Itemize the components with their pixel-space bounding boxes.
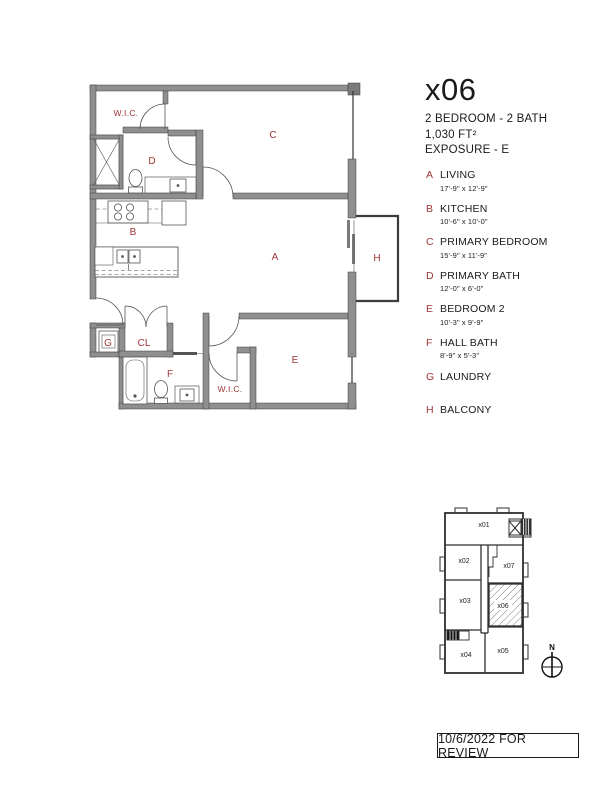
- legend-dims: 15'-9" x 11'-9": [440, 250, 488, 260]
- room-label-primary-bedroom: C: [269, 130, 277, 141]
- sink: [175, 386, 199, 403]
- keyplan-vestibule: [447, 631, 469, 640]
- legend-key: A: [426, 169, 434, 181]
- legend-dims: 17'-9" x 12'-9": [440, 183, 488, 193]
- keyplan-unit-x02: x02: [458, 558, 470, 565]
- review-stamp-text: 10/6/2022 FOR REVIEW: [438, 731, 527, 760]
- legend-name: LAUNDRY: [440, 370, 492, 383]
- legend-dims: 10'-6" x 10'-0": [440, 217, 488, 227]
- keyplan-unit-x01: x01: [478, 522, 490, 529]
- floor-plan-drawing: [75, 75, 415, 425]
- legend-item-primary-bedroom: [426, 236, 596, 270]
- room-label-wic-upper: W.I.C.: [113, 108, 139, 118]
- legend-key: B: [426, 202, 434, 215]
- review-stamp: [437, 733, 579, 758]
- north-label: N: [549, 643, 555, 652]
- legend-name: BALCONY: [440, 404, 492, 417]
- legend-key: E: [426, 303, 434, 316]
- legend-item-living: [426, 169, 596, 203]
- legend-key: H: [426, 404, 434, 417]
- room-label-hall-bath: F: [166, 369, 174, 380]
- legend-name: BEDROOM 2: [440, 303, 505, 316]
- legend-name: HALL BATH: [440, 336, 498, 349]
- legend-key: G: [426, 370, 435, 383]
- keyplan-unit-x05: x05: [497, 648, 509, 655]
- legend-item-laundry: [426, 371, 596, 405]
- legend-dims: 10'-3" x 9'-9": [440, 317, 484, 327]
- keyplan-unit-x03: x03: [459, 598, 471, 605]
- room-legend: [426, 169, 596, 438]
- legend-item-balcony: [426, 404, 596, 438]
- room-label-closet: CL: [137, 338, 151, 349]
- room-label-kitchen: B: [129, 227, 137, 238]
- room-label-wic-lower: W.I.C.: [217, 384, 243, 394]
- legend-dims: 12'-0" x 6'-0": [440, 284, 484, 294]
- vanity-sink: [145, 177, 196, 193]
- legend-name: LIVING: [440, 169, 476, 181]
- key-plan: [435, 505, 570, 690]
- keyplan-unit-x06: x06: [497, 603, 509, 610]
- toilet: [129, 170, 143, 194]
- keyplan-unit-x07: x07: [503, 563, 515, 570]
- room-label-laundry: G: [104, 338, 112, 349]
- legend-name: PRIMARY BEDROOM: [440, 236, 548, 249]
- bathtub: [123, 357, 147, 404]
- legend-key: F: [426, 336, 433, 349]
- legend-name: PRIMARY BATH: [440, 269, 521, 282]
- fridge: [162, 201, 186, 225]
- legend-item-kitchen: [426, 203, 596, 237]
- room-label-living: A: [271, 252, 279, 263]
- north-compass-icon: [542, 652, 562, 677]
- unit-number: x06: [425, 72, 477, 107]
- title-block: [425, 74, 547, 159]
- legend-key: D: [426, 269, 434, 282]
- spec-bed-bath: 2 BEDROOM - 2 BATH: [425, 113, 548, 125]
- room-label-balcony: H: [373, 253, 381, 264]
- legend-dims: 8'-9" x 5'-3": [440, 351, 480, 361]
- kitchen-island: [95, 247, 178, 277]
- keyplan-unit-x04: x04: [460, 652, 472, 659]
- fixtures: [90, 135, 199, 404]
- stove: [108, 201, 148, 223]
- toilet: [155, 381, 168, 404]
- legend-item-bedroom2: [426, 303, 596, 337]
- room-label-bedroom2: E: [291, 355, 299, 366]
- spec-exposure: EXPOSURE - E: [425, 144, 510, 156]
- legend-name: KITCHEN: [440, 202, 488, 215]
- legend-item-hall-bath: [426, 337, 596, 371]
- room-label-primary-bath: D: [148, 156, 156, 167]
- sliding-door: [347, 220, 355, 272]
- keyplan-core: [509, 519, 531, 537]
- spec-area: 1,030 FT²: [425, 128, 477, 141]
- legend-item-primary-bath: [426, 270, 596, 304]
- legend-key: C: [426, 236, 434, 249]
